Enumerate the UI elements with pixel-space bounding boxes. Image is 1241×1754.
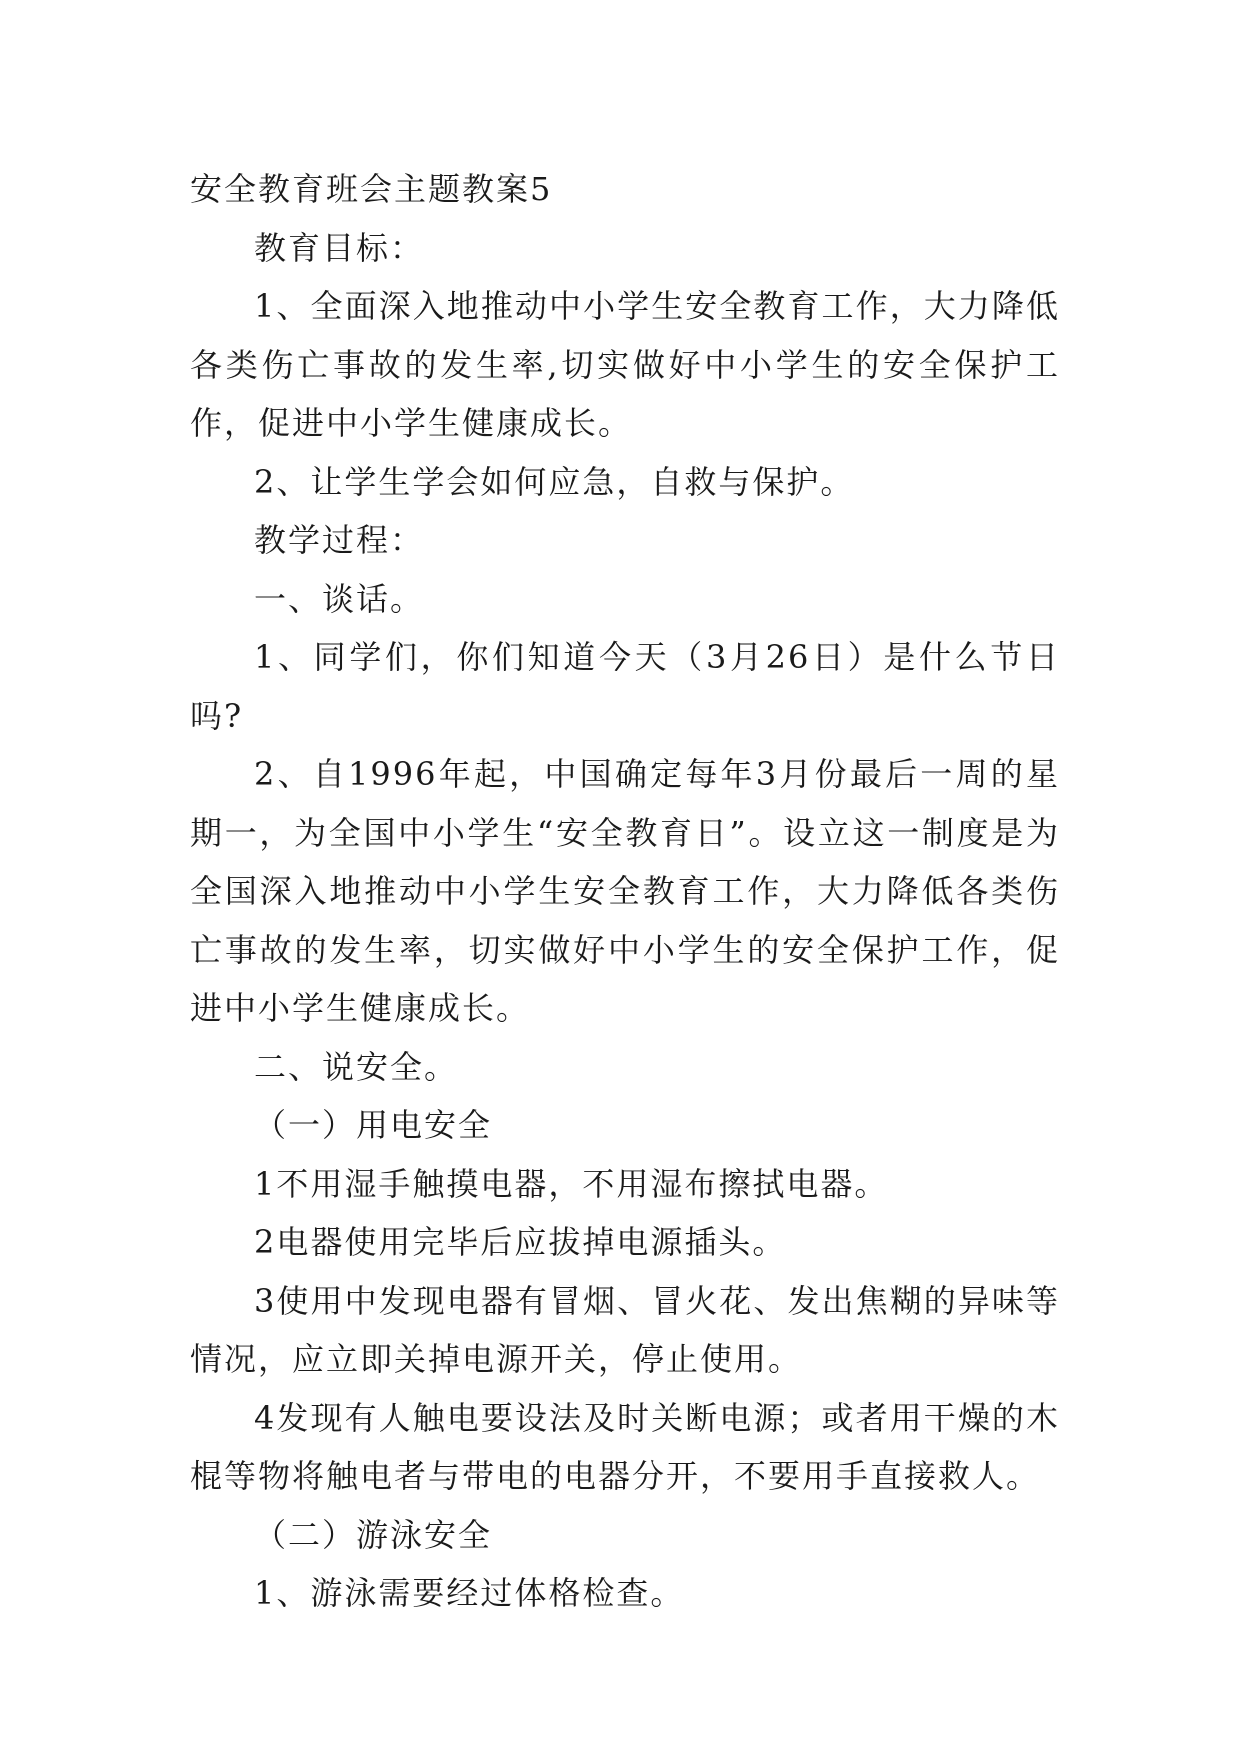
paragraph-section-2-heading: 二、说安全。: [254, 1047, 459, 1086]
paragraph-electric-3: 3使用中发现电器有冒烟、冒火花、发出焦糊的异味等情况，应立即关掉电源开关，停止使用。: [190, 1281, 1060, 1378]
paragraph-swim-1: 1、游泳需要经过体格检查。: [254, 1574, 685, 1612]
paragraph-electric-safety-heading: （一）用电安全: [254, 1106, 493, 1144]
document-body: [190, 160, 1060, 1623]
paragraph-goal-2: 2、让学生学会如何应急，自救与保护。: [254, 462, 855, 501]
paragraph-electric-1: 1不用湿手触摸电器，不用湿布擦拭电器。: [254, 1164, 889, 1203]
paragraph-education-goals-heading: 教育目标：: [254, 228, 425, 267]
paragraph-teaching-process-heading: 教学过程：: [254, 521, 425, 559]
paragraph-swim-safety-heading: （二）游泳安全: [254, 1515, 493, 1554]
paragraph-electric-2: 2电器使用完毕后应拔掉电源插头。: [254, 1223, 787, 1261]
paragraph-section-1-heading: 一、谈话。: [254, 579, 425, 618]
paragraph-talk-1: 1、同学们，你们知道今天（3月26日）是什么节日吗?: [190, 638, 1060, 735]
document-title: 安全教育班会主题教案5: [190, 170, 553, 208]
paragraph-electric-4: 4发现有人触电要设法及时关断电源；或者用干燥的木棍等物将触电者与带电的电器分开，不要用手直接救人。: [190, 1398, 1060, 1495]
paragraph-goal-1: 1、全面深入地推动中小学生安全教育工作，大力降低各类伤亡事故的发生率,切实做好中小学生的安全保护工作，促进中小学生健康成长。: [190, 287, 1060, 442]
paragraph-talk-2: 2、自1996年起，中国确定每年3月份最后一周的星期一，为全国中小学生“安全教育日”。设立这一制度是为全国深入地推动中小学生安全教育工作，大力降低各类伤亡事故的发生率，切实做好中小学生的安全保护工作，促进中小学生健康成长。: [190, 755, 1060, 1027]
